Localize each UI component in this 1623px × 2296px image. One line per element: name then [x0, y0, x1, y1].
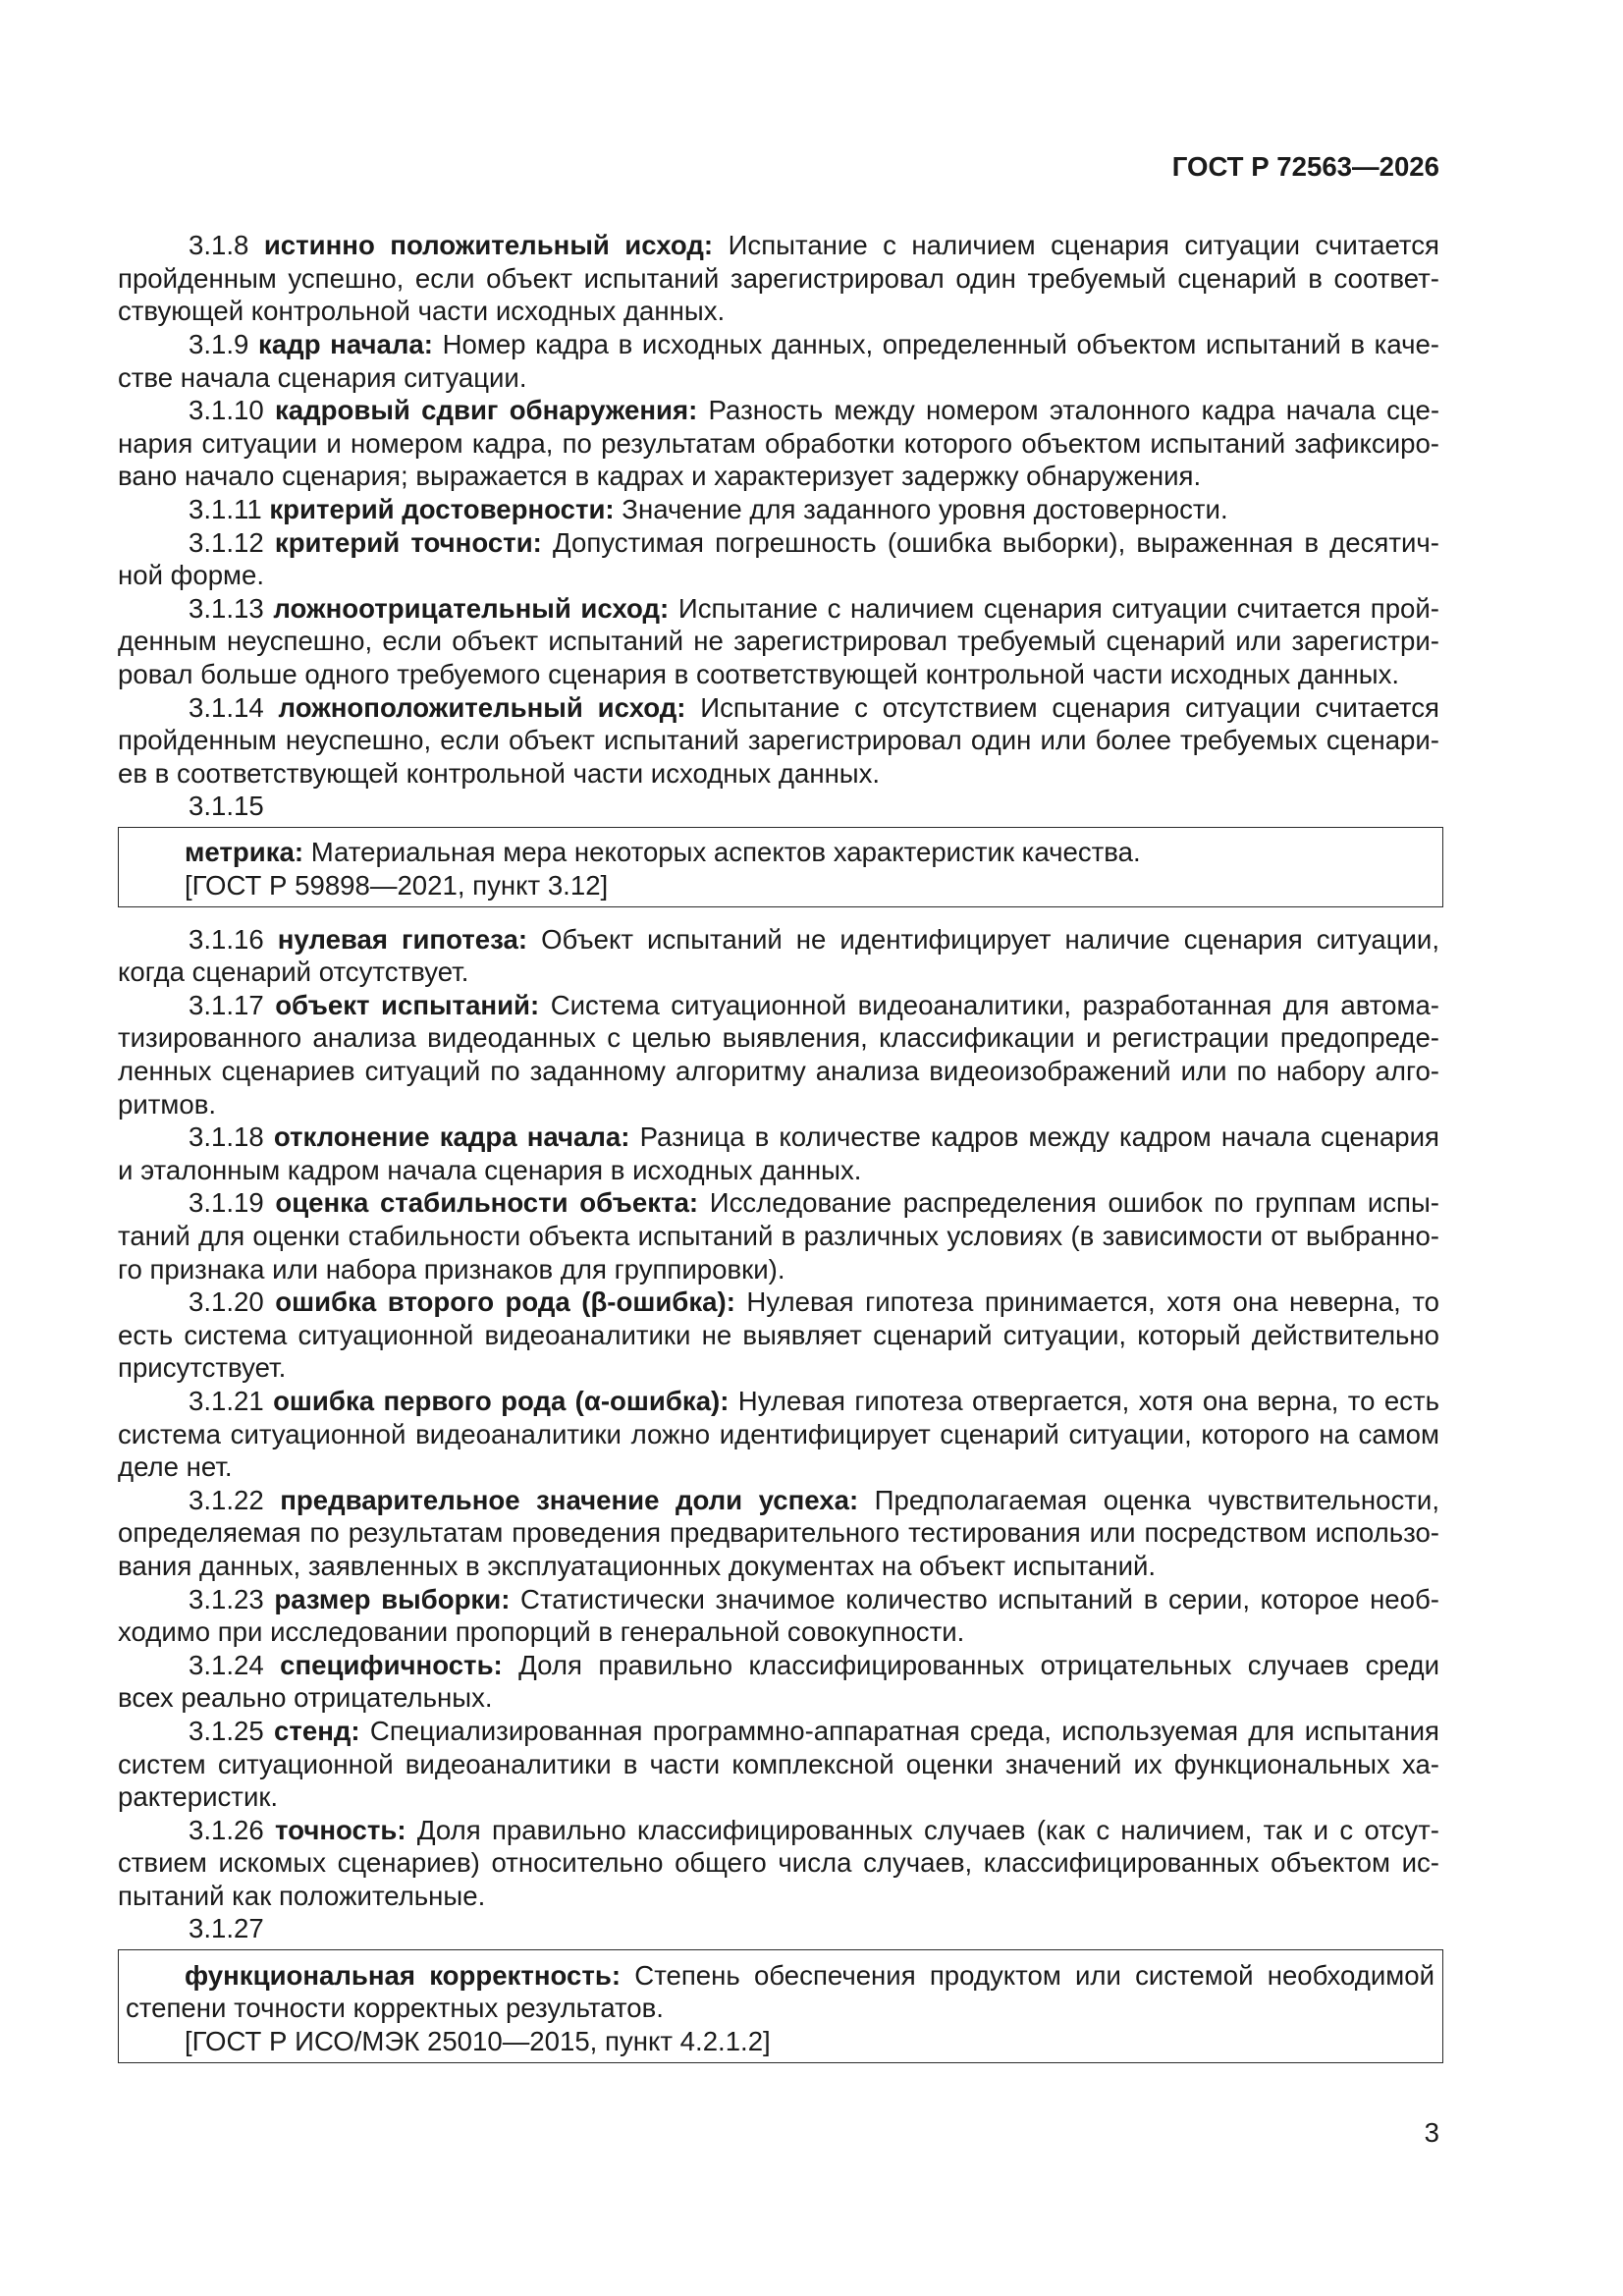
term-name: истинно положительный исход:: [263, 230, 714, 261]
term-heading-line: [118, 691, 1439, 725]
definition-line: ритмов.: [118, 1088, 217, 1120]
definition-line: система ситуационной видеоаналитики ложно идентифицирует сценарий ситуации, которого на самом: [118, 1418, 1439, 1449]
definition-line: ной форме.: [118, 560, 265, 591]
terms-list: [118, 229, 1443, 2063]
definition-text: Допустимая погрешность (ошибка выборки), выраженная в десятич-: [553, 526, 1439, 558]
definition-line: го признака или набора признаков для группировки).: [118, 1253, 785, 1285]
definition-line: есть система ситуационной видеоаналитики не выявляет сценарий ситуации, который действительно: [118, 1319, 1439, 1350]
term-entry: [118, 1385, 1443, 1484]
definition-line: пройденным неуспешно, если объект испытаний зарегистрировал один или более требуемых сценари-: [118, 725, 1439, 756]
term-number: 3.1.17: [189, 989, 264, 1020]
term-name: критерий точности:: [274, 526, 542, 558]
term-entry: [118, 1121, 1443, 1186]
term-entry: [118, 526, 1443, 592]
term-name: предварительное значение доли успеха:: [280, 1484, 859, 1515]
term-number: 3.1.16: [189, 923, 264, 955]
definition-text: Нулевая гипотеза принимается, хотя она неверна, то: [746, 1286, 1440, 1318]
definition-line: ленных сценариев ситуаций по заданному алгоритму анализа видеоизображений или по набору алго-: [118, 1056, 1439, 1087]
definition-text: Разница в количестве кадров между кадром начала сценария: [639, 1121, 1440, 1153]
term-entry: [118, 592, 1443, 691]
definition-line: денным неуспешно, если объект испытаний не зарегистрировал требуемый сценарий или зарегистри-: [118, 626, 1439, 657]
definition-line: вания данных, заявленных в эксплуатационных документах на объект испытаний.: [118, 1550, 1157, 1581]
term-entry: [118, 790, 1443, 907]
term-number: 3.1.10: [189, 395, 264, 426]
definition-line: пройденным успешно, если объект испытаний зарегистрировал один требуемый сценарий в соответ-: [118, 262, 1439, 294]
term-entry: [118, 923, 1443, 989]
quoted-definition-box: [118, 1949, 1443, 2063]
term-heading-line: [118, 1912, 1439, 1945]
definition-line: нария ситуации и номером кадра, по результатам обработки которого объектом испытаний зафиксиро-: [118, 427, 1439, 459]
term-number: 3.1.24: [189, 1649, 264, 1680]
definition-text: Номер кадра в исходных данных, определенный объектом испытаний в каче-: [442, 328, 1439, 359]
term-entry: [118, 229, 1443, 328]
term-name: стенд:: [274, 1715, 360, 1746]
definition-text: Степень обеспечения продуктом или системой необходимой: [634, 1959, 1434, 1991]
document-body: [118, 150, 1443, 2078]
definition-text: Разность между номером эталонного кадра начала сце-: [708, 395, 1440, 426]
term-number: 3.1.18: [189, 1121, 264, 1153]
document-designation: ГОСТ Р 72563—2026: [1171, 151, 1439, 182]
term-name: точность:: [275, 1814, 406, 1845]
definition-text: Доля правильно классифицированных отрицательных случаев среди: [518, 1649, 1440, 1680]
definition-line: систем ситуационной видеоаналитики в части комплексной оценки значений их функциональных ха-: [118, 1748, 1439, 1779]
term-entry: [118, 1186, 1443, 1285]
term-number: 3.1.11: [189, 493, 262, 524]
term-name: кадровый сдвиг обнаружения:: [275, 395, 698, 426]
term-number: 3.1.26: [189, 1814, 264, 1845]
term-name: отклонение кадра начала:: [273, 1121, 630, 1153]
term-entry: [118, 1715, 1443, 1814]
term-name: специфичность:: [280, 1649, 503, 1680]
term-heading-line: [118, 1715, 1439, 1748]
definition-line: определяемая по результатам проведения предварительного тестирования или посредством использо-: [118, 1517, 1439, 1549]
term-entry: [118, 394, 1443, 493]
term-name: ошибка первого рода (α-ошибка):: [273, 1385, 730, 1416]
term-number: 3.1.27: [189, 1913, 264, 1944]
term-heading-line: [118, 1385, 1439, 1418]
term-name: метрика:: [185, 837, 304, 868]
term-heading-line: [118, 394, 1439, 427]
definition-text: Специализированная программно-аппаратная среда, используемая для испытания: [369, 1715, 1439, 1746]
definition-text: Система ситуационной видеоаналитики, разработанная для автома-: [550, 989, 1439, 1020]
term-number: 3.1.25: [189, 1715, 264, 1746]
definition-line: и эталонным кадром начала сценария в исходных данных.: [118, 1154, 862, 1185]
definition-line: ев в соответствующей контрольной части исходных данных.: [118, 757, 881, 789]
term-name: ложноположительный исход:: [278, 691, 686, 723]
definition-line: рактеристик.: [118, 1781, 279, 1813]
term-name: кадр начала:: [258, 328, 433, 359]
definition-text: Исследование распределения ошибок по группам испы-: [709, 1187, 1439, 1219]
source-reference: [ГОСТ Р ИСО/МЭК 25010—2015, пункт 4.2.1.2]: [185, 2025, 771, 2056]
term-heading-line: [118, 989, 1439, 1022]
definition-line: пытаний как положительные.: [118, 1880, 486, 1911]
page-number: 3: [1424, 2117, 1439, 2148]
definition-text: Предполагаемая оценка чувствительности,: [874, 1484, 1440, 1515]
term-name: нулевая гипотеза:: [277, 923, 528, 955]
term-entry: [118, 328, 1443, 394]
term-name: функциональная корректность:: [185, 1959, 622, 1991]
term-heading-line: [118, 923, 1439, 957]
quoted-definition-box: [118, 827, 1443, 907]
term-number: 3.1.23: [189, 1583, 264, 1614]
term-name: критерий достоверности:: [269, 493, 615, 524]
definition-text: Значение для заданного уровня достоверности.: [622, 493, 1228, 524]
definition-text: Доля правильно классифицированных случаев (как с наличием, так и с отсут-: [416, 1814, 1439, 1845]
definition-line: ствием искомых сценариев) относительно общего числа случаев, классифицированных объектом ис-: [118, 1847, 1439, 1879]
definition-line: тизированного анализа видеоданных с целью выявления, классификации и регистрации предопреде-: [118, 1022, 1439, 1054]
term-number: 3.1.20: [189, 1286, 264, 1318]
term-entry: [118, 1285, 1443, 1385]
term-name: оценка стабильности объекта:: [275, 1187, 699, 1219]
definition-text: Испытание с наличием сценария ситуации считается: [728, 230, 1439, 261]
term-heading-line: [118, 328, 1439, 361]
term-heading-line: [118, 1186, 1439, 1220]
term-entry: [118, 1814, 1443, 1913]
definition-line: всех реально отрицательных.: [118, 1682, 493, 1714]
term-number: 3.1.19: [189, 1187, 264, 1219]
term-name: объект испытаний:: [275, 989, 540, 1020]
term-name: ложноотрицательный исход:: [273, 592, 670, 624]
term-heading-line: [118, 493, 1439, 526]
term-entry: [118, 989, 1443, 1121]
definition-text: Испытание с наличием сценария ситуации считается прой-: [677, 592, 1439, 624]
term-heading-line: [126, 836, 1434, 869]
term-entry: [118, 493, 1443, 526]
term-entry: [118, 1912, 1443, 2062]
term-heading-line: [118, 1583, 1439, 1616]
definition-line: когда сценарий отсутствует.: [118, 957, 469, 988]
term-heading-line: [118, 1285, 1439, 1319]
term-heading-line: [118, 1484, 1439, 1517]
definition-line: стве начала сценария ситуации.: [118, 361, 527, 393]
term-number: 3.1.22: [189, 1484, 264, 1515]
term-number: 3.1.15: [189, 791, 264, 822]
source-reference: [ГОСТ Р 59898—2021, пункт 3.12]: [185, 869, 609, 901]
term-entry: [118, 1649, 1443, 1715]
term-name: ошибка второго рода (β-ошибка):: [275, 1286, 735, 1318]
term-name: размер выборки:: [274, 1583, 511, 1614]
definition-line: степени точности корректных результатов.: [126, 1993, 664, 2024]
definition-text: Объект испытаний не идентифицирует наличие сценария ситуации,: [541, 923, 1439, 955]
term-heading-line: [118, 790, 1439, 823]
term-heading-line: [118, 526, 1439, 560]
definition-line: ствующей контрольной части исходных данных.: [118, 296, 726, 327]
term-number: 3.1.9: [189, 328, 249, 359]
term-heading-line: [118, 229, 1439, 262]
term-number: 3.1.13: [189, 592, 264, 624]
term-number: 3.1.21: [189, 1385, 264, 1416]
definition-line: деле нет.: [118, 1451, 233, 1483]
term-number: 3.1.12: [189, 526, 264, 558]
term-heading-line: [118, 1814, 1439, 1847]
term-number: 3.1.8: [189, 230, 249, 261]
definition-line: ходимо при исследовании пропорций в генеральной совокупности.: [118, 1616, 965, 1648]
term-entry: [118, 1484, 1443, 1583]
definition-text: Нулевая гипотеза отвергается, хотя она верна, то есть: [737, 1385, 1439, 1416]
definition-line: вано начало сценария; выражается в кадрах и характеризует задержку обнаружения.: [118, 461, 1202, 492]
term-entry: [118, 691, 1443, 791]
term-number: 3.1.14: [189, 691, 264, 723]
definition-line: присутствует.: [118, 1352, 287, 1384]
definition-text: Материальная мера некоторых аспектов характеристик качества.: [310, 837, 1141, 868]
term-heading-line: [118, 1649, 1439, 1682]
definition-line: ровал больше одного требуемого сценария в соответствующей контрольной части исходных данных.: [118, 658, 1400, 689]
term-heading-line: [118, 592, 1439, 626]
definition-text: Испытание с отсутствием сценария ситуации считается: [700, 691, 1439, 723]
term-entry: [118, 1583, 1443, 1649]
definition-line: таний для оценки стабильности объекта испытаний в различных условиях (в зависимости от выбранно-: [118, 1221, 1439, 1251]
definition-text: Статистически значимое количество испытаний в серии, которое необ-: [520, 1583, 1439, 1614]
term-heading-line: [118, 1121, 1439, 1154]
term-heading-line: [126, 1959, 1434, 1993]
